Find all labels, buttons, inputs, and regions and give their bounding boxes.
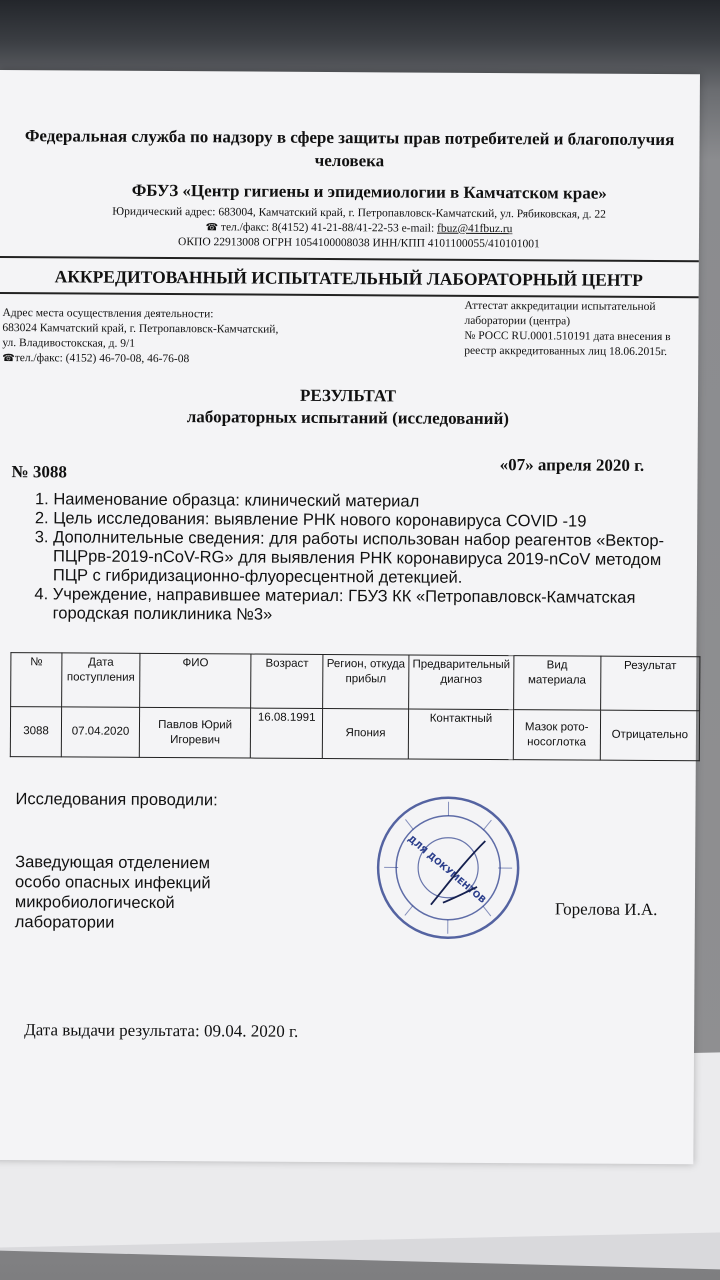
signer-name: Горелова И.А. (554, 899, 658, 920)
org-name: ФБУЗ «Центр гигиены и эпидемиологии в Камчатском крае» (131, 180, 607, 203)
lab-center-title: АККРЕДИТОВАННЫЙ ИСПЫТАТЕЛЬНЫЙ ЛАБОРАТОРНЫЙ ЦЕНТР (54, 266, 643, 290)
details-list (27, 490, 694, 627)
accreditation-block (464, 299, 694, 360)
column-header: Вид материала (513, 656, 600, 711)
issue-date: Дата выдачи результата: 09.04. 2020 г. (24, 1020, 299, 1041)
activity-address-line: ул. Владивостокская, д. 9/1 (2, 337, 136, 350)
agency-heading: Федеральная служба по надзору в сфере защиты прав потребителей и благополучия человека (24, 126, 675, 171)
table-cell: 07.04.2020 (61, 707, 139, 757)
activity-phone: тел./факс: (4152) 46-70-08, 46-76-08 (14, 352, 190, 366)
table-cell: 3088 (10, 707, 61, 757)
email-link[interactable]: fbuz@41fbuz.ru (437, 222, 513, 236)
column-header: Возраст (251, 654, 323, 708)
accreditation-line: № РОСС RU.0001.510191 дата внесения в (464, 329, 671, 344)
table-cell: 16.08.1991 (251, 708, 323, 758)
table-cell: Павлов Юрий Игоревич (139, 707, 251, 758)
column-header: Регион, откуда прибыл (323, 654, 409, 709)
table-cell: Япония (322, 708, 408, 759)
divider (0, 256, 699, 262)
accreditation-line: Аттестат аккредитации испытательной (464, 299, 656, 314)
table-header-row (11, 653, 700, 711)
document-date: «07» апреля 2020 г. (499, 455, 645, 475)
signer-title: Заведующая отделением особо опасных инфекций микробиологической лаборатории (14, 853, 211, 932)
list-item: 1. Наименование образца: клинический материал (53, 490, 693, 513)
result-subtitle: лабораторных испытаний (исследований) (186, 407, 510, 429)
table-cell: Отрицательно (600, 710, 700, 761)
results-table (10, 652, 701, 761)
phone-icon: ☎ (205, 222, 219, 234)
list-item: 2. Цель исследования: выявление РНК нового коронавируса COVID -19 (53, 509, 693, 532)
result-title: РЕЗУЛЬТАТ (299, 385, 397, 406)
activity-address (2, 306, 332, 368)
divider (0, 292, 699, 298)
column-header: Предварительный диагноз (409, 655, 514, 710)
stamp-text: ДЛЯ ДОКУМЕНТОВ (405, 834, 488, 906)
column-header: № (11, 653, 62, 707)
column-header: ФИО (140, 653, 252, 708)
official-stamp (373, 792, 524, 943)
accreditation-line: реестр аккредитованных лиц 18.06.2015г. (464, 344, 668, 359)
phone-text: тел./факс: 8(4152) 41-21-88/41-22-53 e-mail: (220, 221, 435, 235)
activity-phone-line (2, 351, 332, 368)
org-ids: ОКПО 22913008 ОГРН 1054100008038 ИНН/КПП 4101100055/410101001 (178, 236, 540, 251)
document-number: № 3088 (11, 462, 67, 482)
activity-address-line: 683024 Камчатский край, г. Петропавловск-Камчатский, (2, 322, 279, 336)
table-cell: Мазок рото-носоглотка (513, 710, 600, 761)
phone-icon: ☎ (2, 353, 15, 365)
list-item: 4. Учреждение, направившее материал: ГБУЗ КК «Петропавловск-Камчатская городская поликлиника №3» (53, 585, 693, 627)
address-block (59, 204, 659, 253)
legal-address: Юридический адрес: 683004, Камчатский край, г. Петропавловск-Камчатский, ул. Рябиковская, д. 22 (112, 205, 606, 221)
table-cell: Контактный (408, 709, 513, 760)
column-header: Результат (600, 656, 700, 711)
accreditation-line: лаборатории (центра) (464, 314, 571, 328)
document-page (0, 70, 700, 1164)
table-row (10, 707, 699, 761)
column-header: Дата поступления (62, 653, 140, 707)
activity-address-label: Адрес места осуществления деятельности: (2, 307, 214, 321)
list-item: 3. Дополнительные сведения: для работы использован набор реагентов «Вектор-ПЦРрв-2019-nCoV-RG» для выявления РНК коронавируса 2019-nCoV методом ПЦР с гибридизационно-флуоресцентной детекцией. (53, 528, 693, 589)
conducted-by-label: Исследования проводили: (15, 790, 218, 810)
